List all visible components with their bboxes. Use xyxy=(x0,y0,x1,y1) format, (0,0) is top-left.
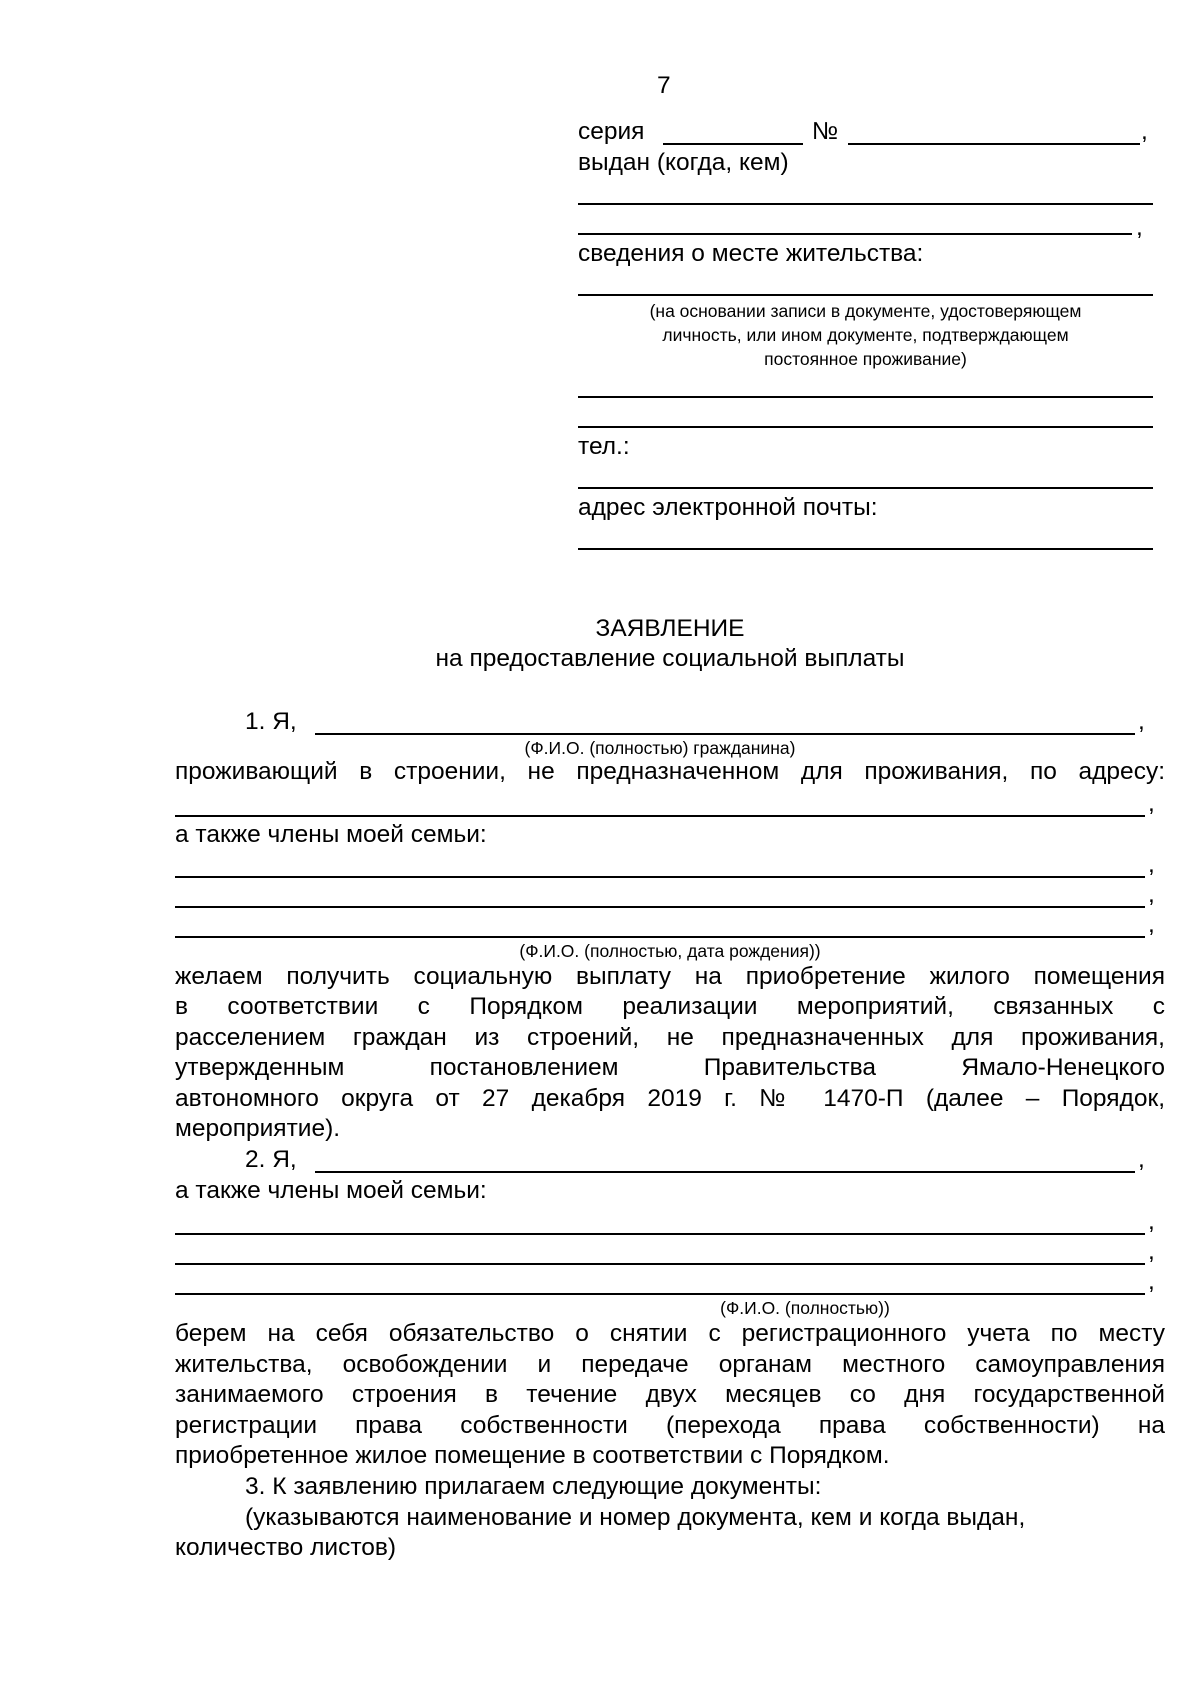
comma: , xyxy=(1148,881,1155,908)
comma: , xyxy=(1148,1238,1155,1265)
section1-family-blank-3 xyxy=(175,936,1145,938)
section1-lead: 1. Я, xyxy=(245,708,297,735)
residence-note-2: личность, или ином документе, подтверждающем xyxy=(662,325,1069,345)
section2-family-blank-1 xyxy=(175,1233,1145,1235)
section2-body-line: занимаемого строения в течение двух месяцев со дня государственной xyxy=(175,1381,1165,1408)
residence-blank-3 xyxy=(578,426,1153,428)
section1-family-label: а также члены моей семьи: xyxy=(175,821,487,848)
residence-label: сведения о месте жительства: xyxy=(578,240,924,267)
number-blank xyxy=(848,143,1140,145)
document-title: ЗАЯВЛЕНИЕ xyxy=(595,615,745,642)
section2-body-line: жительства, освобождении и передаче органам местного самоуправления xyxy=(175,1351,1165,1378)
comma: , xyxy=(1141,118,1148,145)
section1-family-blank-2 xyxy=(175,906,1145,908)
comma: , xyxy=(1136,214,1143,241)
section1-address-blank xyxy=(175,815,1145,817)
residence-blank-2 xyxy=(578,396,1153,398)
section2-body-line: приобретенное жилое помещение в соответствии с Порядком. xyxy=(175,1442,890,1469)
comma: , xyxy=(1148,790,1155,817)
section1-fio-caption: (Ф.И.О. (полностью) гражданина) xyxy=(524,738,796,758)
comma: , xyxy=(1148,1268,1155,1295)
section2-body-line: берем на себя обязательство о снятии с регистрационного учета по месту xyxy=(175,1320,1165,1347)
section2-family-label: а также члены моей семьи: xyxy=(175,1177,487,1204)
section3-note-line-2: количество листов) xyxy=(175,1534,397,1561)
email-blank xyxy=(578,548,1153,550)
phone-blank xyxy=(578,487,1153,489)
residence-note-3: постоянное проживание) xyxy=(764,349,967,369)
section1-body-line: желаем получить социальную выплату на приобретение жилого помещения xyxy=(175,963,1165,990)
email-label: адрес электронной почты: xyxy=(578,494,878,521)
section2-fio-blank xyxy=(315,1171,1135,1173)
number-sign: № xyxy=(812,118,839,145)
issued-label: выдан (когда, кем) xyxy=(578,149,789,176)
section1-body-line: расселением граждан из строений, не предназначенных для проживания, xyxy=(175,1024,1165,1051)
section1-body-line: мероприятие). xyxy=(175,1115,341,1142)
section1-body-line: в соответствии с Порядком реализации мероприятий, связанных с xyxy=(175,993,1165,1020)
comma: , xyxy=(1138,708,1145,735)
phone-label: тел.: xyxy=(578,433,630,460)
series-blank xyxy=(663,143,803,145)
residence-blank xyxy=(578,294,1153,296)
section1-body-line: автономного округа от 27 декабря 2019 г. № 1470-П (далее – Порядок, xyxy=(175,1085,1165,1112)
comma: , xyxy=(1148,1208,1155,1235)
section1-address-line: проживающий в строении, не предназначенном для проживания, по адресу: xyxy=(175,758,1165,785)
comma: , xyxy=(1138,1146,1145,1173)
section2-family-blank-2 xyxy=(175,1263,1145,1265)
section1-family-caption: (Ф.И.О. (полностью, дата рождения)) xyxy=(519,941,821,961)
series-label: серия xyxy=(578,118,645,145)
section3-lead: 3. К заявлению прилагаем следующие документы: xyxy=(245,1473,822,1500)
issued-blank-1 xyxy=(578,203,1153,205)
issued-blank-2 xyxy=(578,233,1132,235)
comma: , xyxy=(1148,851,1155,878)
section1-fio-blank xyxy=(315,733,1135,735)
section3-note-line-1: (указываются наименование и номер документа, кем и когда выдан, xyxy=(245,1504,1026,1531)
section1-family-blank-1 xyxy=(175,876,1145,878)
section2-family-blank-3 xyxy=(175,1293,1145,1295)
comma: , xyxy=(1148,911,1155,938)
residence-note-1: (на основании записи в документе, удостоверяющем xyxy=(649,301,1082,321)
section1-body-line: утвержденным постановлением Правительства Ямало-Ненецкого xyxy=(175,1054,1165,1081)
document-subtitle: на предоставление социальной выплаты xyxy=(435,645,905,672)
section2-lead: 2. Я, xyxy=(245,1146,297,1173)
page-number: 7 xyxy=(657,72,671,99)
section2-family-caption: (Ф.И.О. (полностью)) xyxy=(720,1298,890,1318)
section2-body-line: регистрации права собственности (перехода права собственности) на xyxy=(175,1412,1165,1439)
